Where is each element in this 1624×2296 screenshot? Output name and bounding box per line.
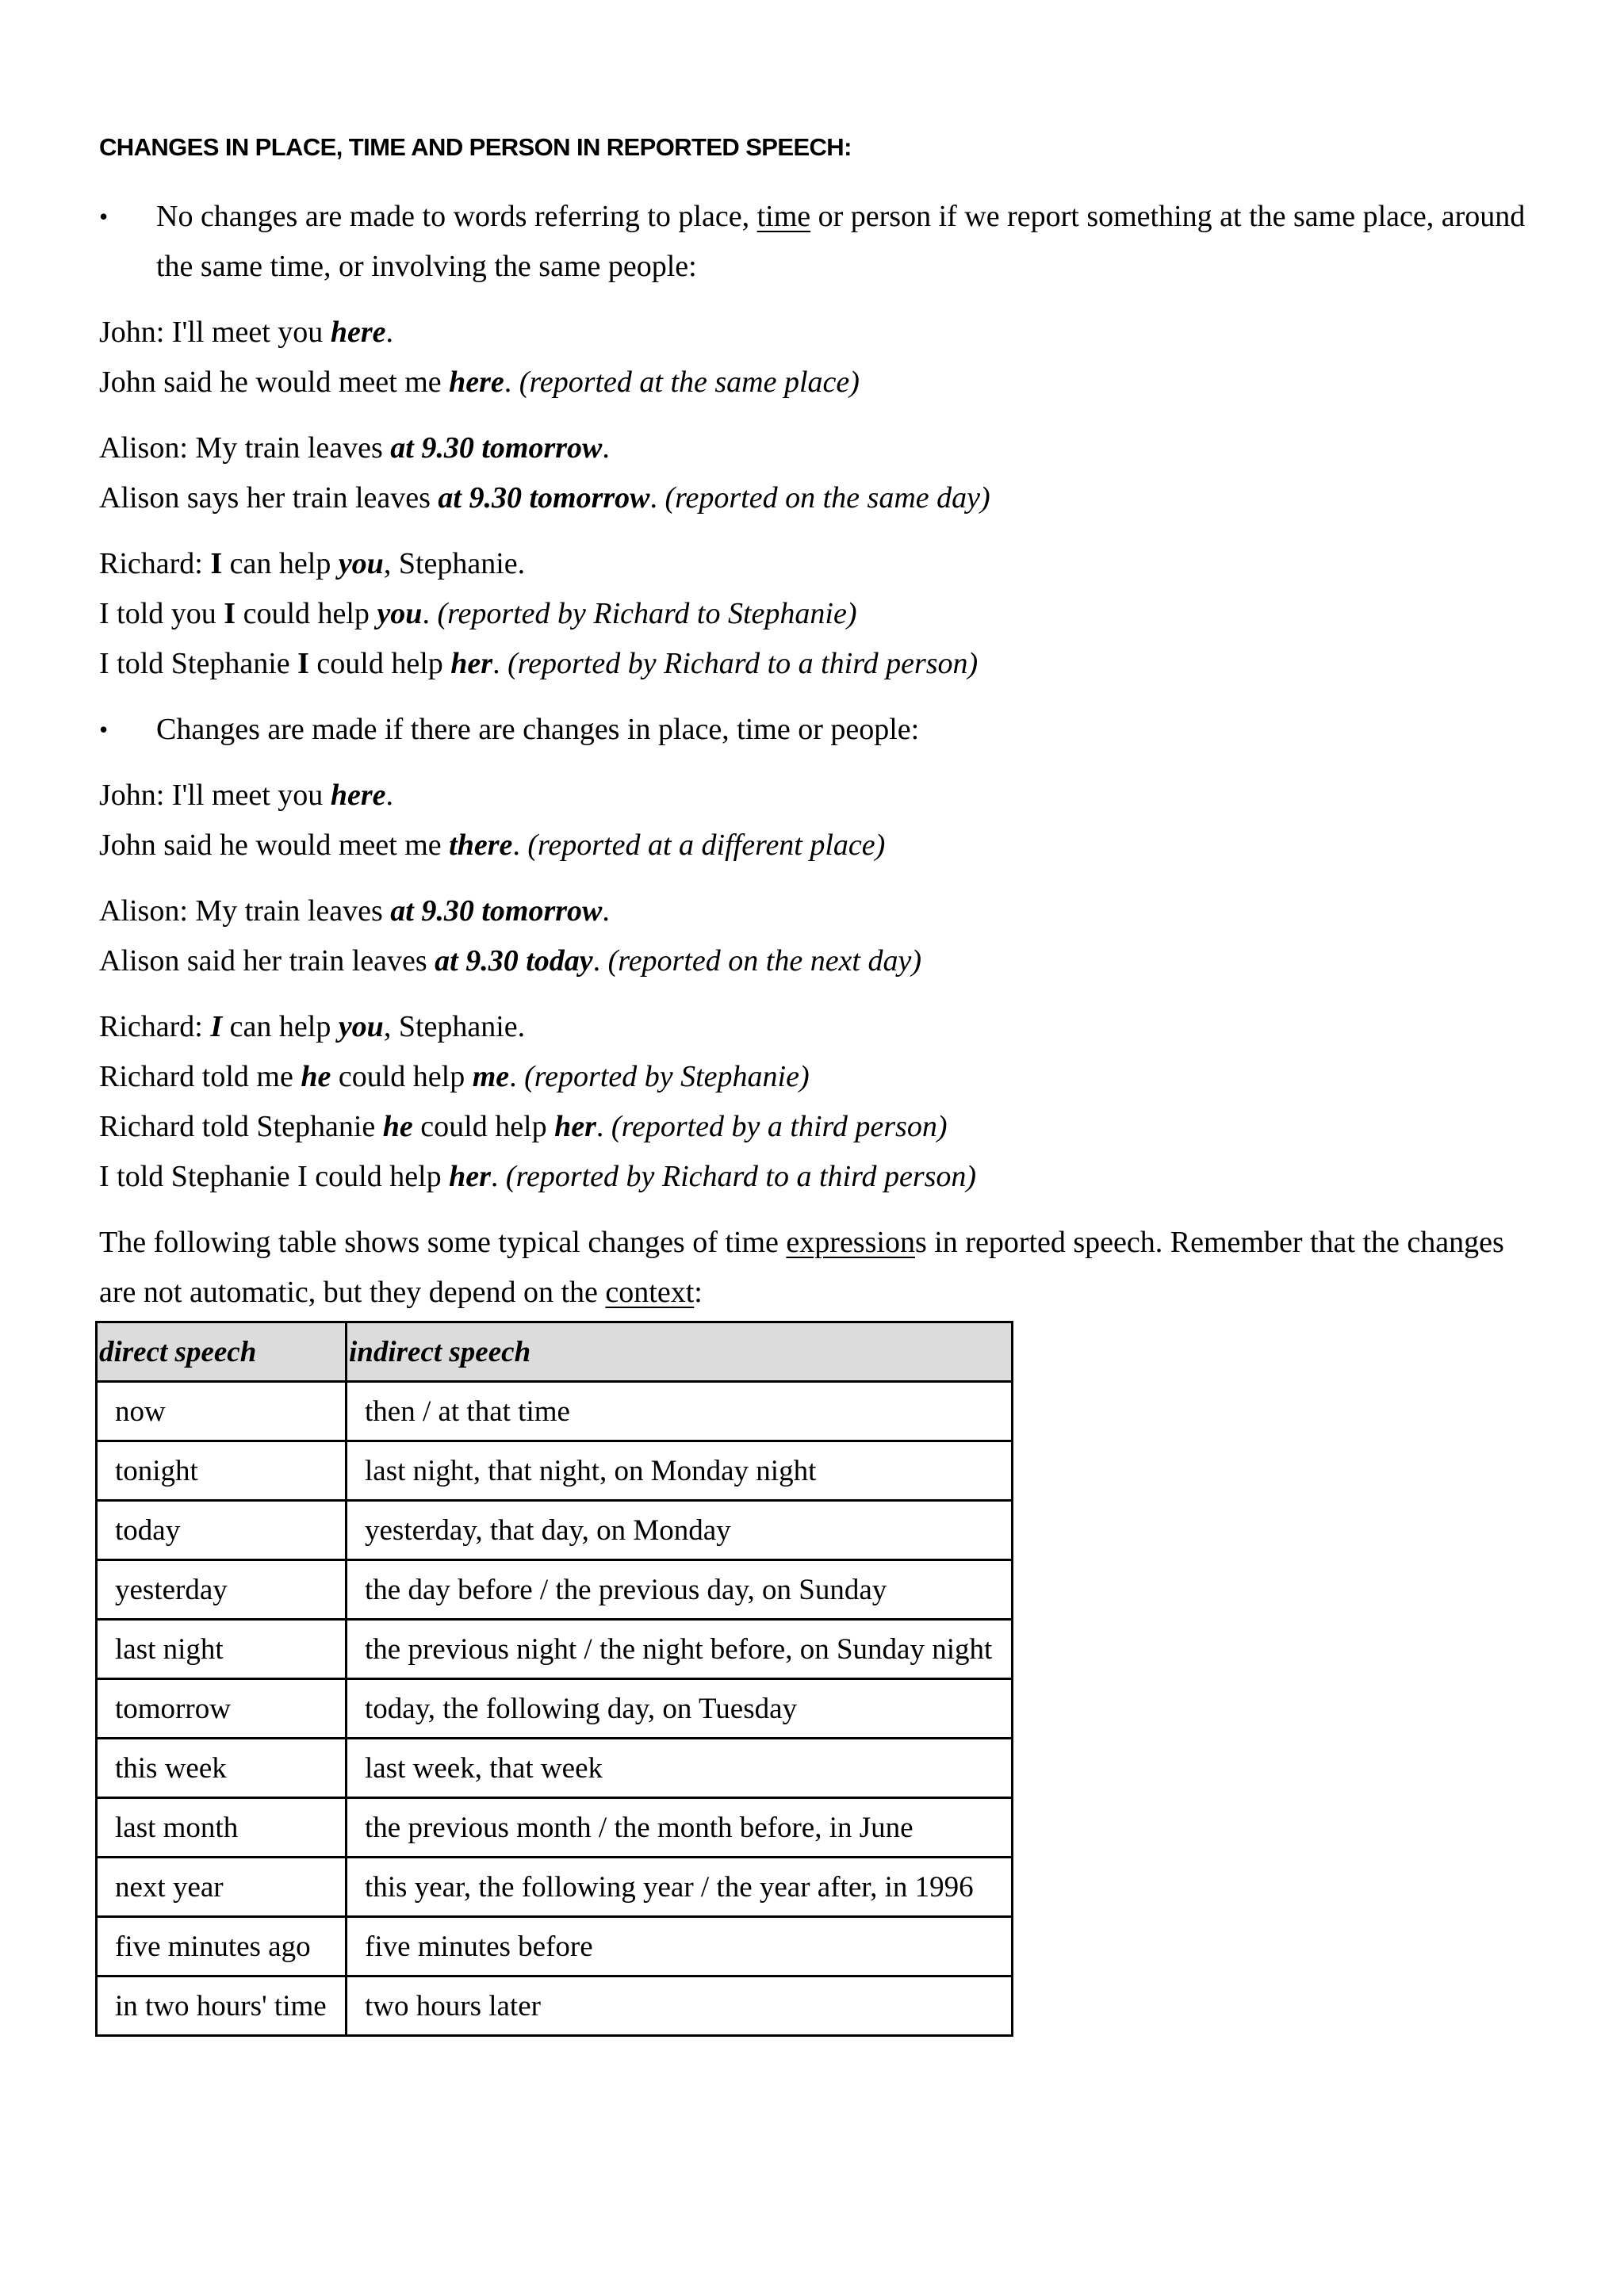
direct-cell: yesterday xyxy=(97,1560,347,1620)
direct-cell: last month xyxy=(97,1798,347,1858)
table-row xyxy=(97,1441,1013,1501)
indirect-cell: yesterday, that day, on Monday xyxy=(347,1501,1013,1560)
indirect-cell: the day before / the previous day, on Sunday xyxy=(347,1560,1013,1620)
direct-cell: tonight xyxy=(97,1441,347,1501)
example-4-reported: John said he would meet me there. (reported at a different place) xyxy=(99,828,886,862)
example-1-reported: John said he would meet me here. (reported at the same place) xyxy=(99,365,860,399)
example-5-direct: Alison: My train leaves at 9.30 tomorrow. xyxy=(99,894,610,928)
direct-cell: five minutes ago xyxy=(97,1917,347,1976)
column-header-direct: direct speech xyxy=(97,1322,347,1382)
example-6-reported-1: Richard told me he could help me. (reported by Stephanie) xyxy=(99,1060,810,1093)
indirect-cell: the previous night / the night before, on Sunday night xyxy=(347,1620,1013,1679)
table-row xyxy=(97,1739,1013,1798)
example-3-direct: Richard: I can help you, Stephanie. xyxy=(99,547,526,580)
example-6-direct: Richard: I can help you, Stephanie. xyxy=(99,1010,526,1043)
table-row xyxy=(97,1858,1013,1917)
table-row xyxy=(97,1798,1013,1858)
column-header-indirect: indirect speech xyxy=(347,1322,1013,1382)
example-4-direct: John: I'll meet you here. xyxy=(99,779,393,812)
time-expressions-table xyxy=(95,1321,1013,2037)
direct-cell: this week xyxy=(97,1739,347,1798)
link-context[interactable]: context xyxy=(605,1276,695,1309)
indirect-cell: last week, that week xyxy=(347,1739,1013,1798)
direct-cell: last night xyxy=(97,1620,347,1679)
table-row xyxy=(97,1917,1013,1976)
indirect-cell: two hours later xyxy=(347,1976,1013,2036)
example-6-reported-2: Richard told Stephanie he could help her. (reported by a third person) xyxy=(99,1110,948,1143)
indirect-cell: five minutes before xyxy=(347,1917,1013,1976)
example-5-reported: Alison said her train leaves at 9.30 today. (reported on the next day) xyxy=(99,944,922,978)
direct-cell: now xyxy=(97,1382,347,1441)
table-row xyxy=(97,1501,1013,1560)
indirect-cell: today, the following day, on Tuesday xyxy=(347,1679,1013,1739)
link-time[interactable]: time xyxy=(756,200,811,233)
indirect-cell: then / at that time xyxy=(347,1382,1013,1441)
bullet-marker: • xyxy=(99,202,109,231)
table-row xyxy=(97,1679,1013,1739)
table-row xyxy=(97,1382,1013,1441)
intro-paragraph-line-2: are not automatic, but they depend on the context: xyxy=(99,1276,703,1309)
bullet-marker: • xyxy=(99,715,109,744)
bullet-1-line-2: the same time, or involving the same people: xyxy=(156,250,697,283)
table-row xyxy=(97,1560,1013,1620)
page-title: CHANGES IN PLACE, TIME AND PERSON IN REPORTED SPEECH: xyxy=(99,133,852,161)
link-expression[interactable]: expression xyxy=(786,1226,915,1259)
table-header-row xyxy=(97,1322,1013,1382)
table-row xyxy=(97,1976,1013,2036)
bullet-1-line-1: No changes are made to words referring to place, time or person if we report something at the same place, around xyxy=(156,200,1526,233)
direct-cell: in two hours' time xyxy=(97,1976,347,2036)
direct-cell: next year xyxy=(97,1858,347,1917)
table-row xyxy=(97,1620,1013,1679)
example-2-reported: Alison says her train leaves at 9.30 tomorrow. (reported on the same day) xyxy=(99,481,990,515)
direct-cell: today xyxy=(97,1501,347,1560)
direct-cell: tomorrow xyxy=(97,1679,347,1739)
example-1-direct: John: I'll meet you here. xyxy=(99,316,393,349)
example-2-direct: Alison: My train leaves at 9.30 tomorrow. xyxy=(99,431,610,465)
bullet-2-text: Changes are made if there are changes in place, time or people: xyxy=(156,713,920,746)
indirect-cell: last night, that night, on Monday night xyxy=(347,1441,1013,1501)
example-6-reported-3: I told Stephanie I could help her. (reported by Richard to a third person) xyxy=(99,1160,977,1193)
example-3-reported-2: I told Stephanie I could help her. (reported by Richard to a third person) xyxy=(99,647,979,680)
indirect-cell: the previous month / the month before, in June xyxy=(347,1798,1013,1858)
example-3-reported-1: I told you I could help you. (reported by Richard to Stephanie) xyxy=(99,597,857,630)
indirect-cell: this year, the following year / the year after, in 1996 xyxy=(347,1858,1013,1917)
intro-paragraph-line-1: The following table shows some typical changes of time expressions in reported speech. Remember that the changes xyxy=(99,1226,1504,1259)
